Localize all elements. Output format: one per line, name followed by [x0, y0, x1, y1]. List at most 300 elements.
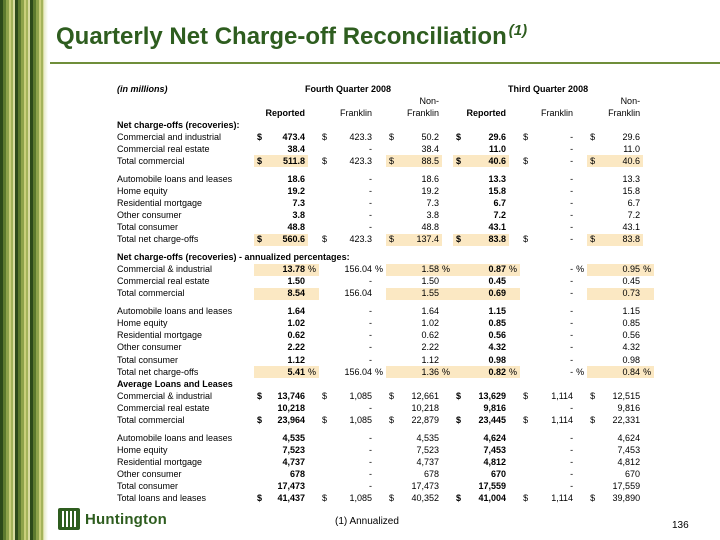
cell-value: -	[570, 318, 574, 329]
col-header-non-franklin: Franklin	[608, 107, 641, 118]
cell-currency-sign	[587, 197, 601, 209]
cell-value: -	[570, 366, 574, 377]
cell-currency-sign	[386, 468, 400, 480]
cell-currency-sign	[587, 222, 601, 234]
cell-value: -	[369, 402, 373, 413]
cell-currency-sign	[520, 468, 534, 480]
cell-value: 7.2	[493, 209, 507, 220]
row-label: Total consumer	[117, 354, 179, 365]
cell-currency-sign	[386, 432, 400, 444]
col-header-non-franklin: Franklin	[407, 107, 440, 118]
cell-currency-sign	[254, 173, 268, 185]
row-label: Commercial and industrial	[117, 131, 222, 142]
cell-currency-sign	[587, 468, 601, 480]
cell-percent-sign: %	[308, 366, 319, 378]
table-row	[114, 480, 654, 492]
cell-value: 670	[491, 468, 507, 479]
cell-currency-sign: $	[257, 414, 263, 425]
cell-value: 423.3	[349, 234, 373, 245]
cell-currency-sign	[319, 456, 333, 468]
cell-currency-sign: $	[523, 414, 529, 425]
cell-value: 29.6	[622, 131, 641, 142]
cell-currency-sign: $	[254, 155, 268, 167]
cell-value: 0.73	[587, 288, 643, 300]
cell-currency-sign: $	[453, 155, 467, 167]
cell-value: 4,812	[483, 456, 507, 467]
cell-value: -	[570, 155, 574, 166]
cell-value: -	[570, 432, 574, 443]
cell-percent-sign	[509, 288, 520, 300]
cell-currency-sign	[520, 402, 534, 414]
page-number: 136	[672, 520, 689, 531]
cell-percent-sign	[442, 288, 453, 300]
cell-currency-sign	[254, 444, 268, 456]
cell-currency-sign	[319, 222, 333, 234]
cell-currency-sign	[453, 480, 467, 492]
cell-value: 0.62	[287, 330, 305, 341]
cell-value: 7,523	[282, 444, 305, 455]
cell-currency-sign: $	[389, 390, 395, 401]
table-row	[114, 493, 654, 505]
cell-percent-sign	[442, 306, 453, 318]
cell-currency-sign	[520, 143, 534, 155]
cell-currency-sign: $	[389, 493, 395, 504]
cell-value: 1.50	[287, 276, 305, 287]
cell-value: 10,218	[411, 402, 440, 413]
cell-value: 423.3	[349, 155, 373, 166]
table-row	[114, 276, 654, 288]
cell-currency-sign	[386, 197, 400, 209]
col-header-top	[453, 95, 509, 107]
cell-value: -	[570, 222, 574, 233]
cell-percent-sign: %	[576, 264, 585, 275]
cell-percent-sign	[643, 276, 654, 288]
cell-value: 17,559	[612, 480, 641, 491]
cell-percent-sign	[442, 276, 453, 288]
cell-value: 17,473	[277, 480, 305, 491]
cell-percent-sign	[442, 342, 453, 354]
cell-value: -	[570, 354, 574, 365]
cell-currency-sign	[453, 444, 467, 456]
cell-value: 0.85	[488, 318, 507, 329]
cell-value: 17,473	[411, 480, 440, 491]
cell-percent-sign	[643, 318, 654, 330]
cell-value: 13.78	[254, 264, 308, 276]
cell-value: 7.2	[627, 209, 641, 220]
cell-currency-sign: $	[322, 234, 328, 245]
cell-value: 4.32	[622, 342, 641, 353]
cell-currency-sign	[453, 143, 467, 155]
cell-currency-sign: $	[453, 234, 467, 246]
row-label: Commercial & industrial	[117, 264, 213, 275]
cell-value: 11.0	[489, 143, 507, 154]
row-label: Total net charge-offs	[117, 234, 199, 245]
cell-currency-sign: $	[590, 493, 596, 504]
cell-value: 40.6	[601, 155, 643, 167]
cell-value: 511.8	[268, 155, 308, 167]
cell-value: -	[369, 468, 373, 479]
cell-value: 473.4	[282, 131, 305, 142]
cell-percent-sign: %	[442, 264, 453, 276]
cell-value: 9,816	[483, 402, 507, 413]
cell-value: -	[369, 444, 373, 455]
cell-currency-sign	[453, 185, 467, 197]
cell-value: 50.2	[421, 131, 440, 142]
cell-percent-sign	[509, 354, 520, 366]
cell-currency-sign	[453, 222, 467, 234]
col-header-reported: Reported	[466, 107, 507, 118]
cell-currency-sign	[319, 197, 333, 209]
cell-currency-sign	[319, 480, 333, 492]
cell-value: 5.41	[254, 366, 308, 378]
cell-value: 0.45	[488, 276, 507, 287]
row-label: Automobile loans and leases	[117, 173, 233, 184]
cell-currency-sign: $	[456, 131, 462, 142]
cell-percent-sign	[576, 342, 587, 354]
cell-value: 0.87	[453, 264, 509, 276]
cell-value: -	[369, 354, 373, 365]
table-row	[114, 173, 654, 185]
cell-value: 1,085	[349, 493, 373, 504]
cell-value: 156.04	[344, 288, 373, 299]
cell-value: 17,559	[478, 480, 507, 491]
cell-value: 1.50	[421, 276, 440, 287]
group-header-q4: Fourth Quarter 2008	[305, 83, 392, 94]
col-header-franklin: Franklin	[541, 107, 574, 118]
table-row	[114, 318, 654, 330]
cell-percent-sign	[576, 288, 587, 300]
cell-currency-sign	[520, 456, 534, 468]
row-label: Total loans and leases	[117, 493, 207, 504]
cell-value: -	[570, 234, 574, 245]
cell-value: -	[369, 185, 373, 196]
table-row	[114, 330, 654, 342]
cell-percent-sign: %	[643, 366, 654, 378]
cell-value: -	[570, 131, 574, 142]
cell-percent-sign	[576, 330, 587, 342]
cell-currency-sign: $	[523, 390, 529, 401]
row-label: Residential mortgage	[117, 456, 203, 467]
cell-value: 156.04	[344, 264, 373, 275]
cell-value: 1,114	[551, 414, 574, 425]
row-label: Commercial real estate	[117, 276, 210, 287]
row-label: Total net charge-offs	[117, 366, 199, 377]
table-header-top-row	[114, 95, 654, 107]
cell-percent-sign	[308, 288, 319, 300]
cell-currency-sign: $	[590, 131, 596, 142]
cell-value: 0.95	[587, 264, 643, 276]
cell-value: -	[369, 209, 373, 220]
col-header-top	[319, 95, 375, 107]
cell-value: 38.4	[421, 143, 440, 154]
cell-value: 10,218	[277, 402, 305, 413]
cell-value: 1.02	[287, 318, 305, 329]
cell-percent-sign	[509, 306, 520, 318]
cell-value: 13.3	[488, 173, 507, 184]
cell-value: 678	[289, 468, 305, 479]
cell-percent-sign	[442, 318, 453, 330]
cell-percent-sign	[576, 318, 587, 330]
cell-value: 11.0	[623, 143, 641, 154]
cell-value: -	[369, 330, 373, 341]
row-label: Commercial & industrial	[117, 390, 213, 401]
cell-currency-sign: $	[322, 131, 328, 142]
cell-value: 43.1	[488, 222, 507, 233]
cell-value: 1.55	[386, 288, 442, 300]
cell-value: 137.4	[400, 234, 442, 246]
cell-value: -	[369, 306, 373, 317]
cell-value: 4.32	[488, 342, 507, 353]
huntington-logo-mark-icon	[58, 508, 80, 530]
cell-currency-sign	[254, 209, 268, 221]
table-row	[114, 155, 654, 167]
cell-value: 1.15	[622, 306, 641, 317]
cell-value: 2.22	[287, 342, 305, 353]
cell-value: 3.8	[292, 209, 305, 220]
table-row	[114, 143, 654, 155]
cell-value: 41,437	[277, 493, 305, 504]
table-row	[114, 209, 654, 221]
cell-value: 0.98	[622, 354, 641, 365]
cell-currency-sign: $	[456, 390, 462, 401]
cell-value: -	[570, 480, 574, 491]
cell-currency-sign	[319, 468, 333, 480]
col-header-top: Non-	[419, 95, 440, 106]
col-header-reported: Reported	[265, 107, 305, 118]
cell-value: 8.54	[254, 288, 308, 300]
table-row	[114, 456, 654, 468]
cell-value: 1,114	[551, 390, 574, 401]
row-label: Other consumer	[117, 468, 182, 479]
cell-percent-sign	[509, 330, 520, 342]
table-row	[114, 197, 654, 209]
cell-currency-sign	[319, 402, 333, 414]
cell-value: 1.12	[287, 354, 305, 365]
cell-value: 560.6	[268, 234, 308, 246]
cell-currency-sign: $	[254, 234, 268, 246]
cell-value: -	[369, 197, 373, 208]
cell-value: 48.8	[287, 222, 305, 233]
group-header-q3: Third Quarter 2008	[508, 83, 589, 94]
table-header-group-row	[114, 83, 654, 95]
cell-value: 4,812	[617, 456, 641, 467]
cell-percent-sign	[576, 306, 587, 318]
cell-percent-sign	[576, 354, 587, 366]
table-row	[114, 366, 654, 378]
cell-value: 6.7	[627, 197, 641, 208]
cell-value: 38.4	[287, 143, 305, 154]
cell-value: 13,746	[277, 390, 305, 401]
cell-value: -	[570, 468, 574, 479]
cell-value: 670	[625, 468, 641, 479]
cell-percent-sign: %	[509, 264, 520, 276]
cell-currency-sign: $	[322, 414, 328, 425]
cell-value: -	[570, 342, 574, 353]
cell-value: 48.8	[421, 222, 440, 233]
cell-currency-sign	[254, 468, 268, 480]
cell-value: 22,879	[411, 414, 440, 425]
cell-value: 13.3	[622, 173, 641, 184]
cell-currency-sign	[520, 209, 534, 221]
cell-value: -	[369, 143, 373, 154]
table-row	[114, 306, 654, 318]
cell-value: 7.3	[426, 197, 440, 208]
cell-percent-sign	[643, 330, 654, 342]
cell-currency-sign	[520, 432, 534, 444]
section-label: Net charge-offs (recoveries):	[117, 119, 240, 130]
cell-currency-sign	[386, 402, 400, 414]
cell-percent-sign	[375, 288, 386, 300]
cell-currency-sign	[386, 222, 400, 234]
cell-value: -	[369, 342, 373, 353]
title-rule	[50, 62, 720, 64]
cell-value: 4,737	[416, 456, 440, 467]
cell-currency-sign	[319, 444, 333, 456]
cell-currency-sign	[587, 143, 601, 155]
cell-percent-sign	[442, 354, 453, 366]
cell-percent-sign	[576, 276, 587, 288]
cell-currency-sign	[386, 143, 400, 155]
cell-currency-sign	[587, 185, 601, 197]
cell-value: 40,352	[411, 493, 440, 504]
table-row	[114, 402, 654, 414]
cell-value: 4,624	[617, 432, 641, 443]
cell-currency-sign: $	[322, 155, 328, 166]
col-header-top: Non-	[620, 95, 641, 106]
cell-percent-sign: %	[643, 264, 654, 276]
huntington-logo-text: Huntington	[85, 510, 167, 528]
cell-currency-sign	[453, 468, 467, 480]
cell-currency-sign: $	[389, 414, 395, 425]
cell-currency-sign	[254, 456, 268, 468]
table-row	[114, 119, 654, 131]
cell-value: 1.15	[488, 306, 507, 317]
cell-currency-sign: $	[322, 493, 328, 504]
cell-percent-sign: %	[576, 366, 585, 377]
cell-value: -	[570, 402, 574, 413]
row-label: Home equity	[117, 318, 168, 329]
cell-percent-sign	[375, 318, 386, 330]
cell-currency-sign	[254, 143, 268, 155]
cell-value: -	[369, 480, 373, 491]
cell-currency-sign: $	[389, 131, 395, 142]
cell-value: -	[369, 456, 373, 467]
cell-value: -	[570, 185, 574, 196]
row-label: Total consumer	[117, 222, 179, 233]
cell-currency-sign	[520, 185, 534, 197]
cell-currency-sign: $	[523, 493, 529, 504]
cell-value: 1,114	[551, 493, 574, 504]
cell-percent-sign	[375, 330, 386, 342]
cell-value: 7,453	[483, 444, 507, 455]
cell-value: -	[369, 432, 373, 443]
cell-currency-sign: $	[257, 390, 263, 401]
cell-currency-sign	[453, 432, 467, 444]
cell-value: 0.69	[453, 288, 509, 300]
row-label: Commercial real estate	[117, 402, 210, 413]
cell-value: 678	[424, 468, 440, 479]
cell-currency-sign	[254, 432, 268, 444]
cell-value: -	[570, 306, 574, 317]
cell-currency-sign	[386, 480, 400, 492]
cell-percent-sign	[308, 276, 319, 288]
cell-currency-sign: $	[456, 414, 462, 425]
cell-value: 19.2	[287, 185, 305, 196]
cell-currency-sign	[453, 209, 467, 221]
table-header-row	[114, 107, 654, 119]
cell-value: 4,535	[282, 432, 305, 443]
cell-value: -	[570, 276, 574, 287]
cell-percent-sign	[509, 318, 520, 330]
col-header-top	[520, 95, 576, 107]
cell-value: -	[369, 173, 373, 184]
cell-value: 1.64	[287, 306, 305, 317]
cell-value: 0.56	[622, 330, 641, 341]
page-title-text: Quarterly Net Charge-off Reconciliation	[56, 23, 507, 50]
table-row	[114, 252, 654, 264]
cell-currency-sign	[386, 185, 400, 197]
cell-value: 15.8	[488, 185, 507, 196]
cell-percent-sign	[308, 330, 319, 342]
cell-currency-sign	[587, 402, 601, 414]
cell-percent-sign	[308, 306, 319, 318]
cell-currency-sign: $	[523, 131, 529, 142]
cell-value: 3.8	[426, 209, 440, 220]
cell-value: -	[570, 173, 574, 184]
cell-percent-sign	[308, 342, 319, 354]
cell-percent-sign	[375, 354, 386, 366]
cell-value: 1,085	[349, 390, 373, 401]
cell-value: 0.82	[453, 366, 509, 378]
row-label: Total consumer	[117, 480, 179, 491]
cell-currency-sign	[520, 173, 534, 185]
cell-value: -	[369, 318, 373, 329]
cell-percent-sign: %	[442, 366, 453, 378]
cell-currency-sign: $	[590, 390, 596, 401]
page-title	[56, 22, 527, 51]
cell-value: 7,523	[416, 444, 440, 455]
cell-currency-sign	[386, 444, 400, 456]
table-row	[114, 131, 654, 143]
cell-currency-sign	[319, 209, 333, 221]
row-label: Other consumer	[117, 342, 182, 353]
row-label: Automobile loans and leases	[117, 432, 233, 443]
cell-percent-sign	[509, 342, 520, 354]
cell-currency-sign: $	[590, 414, 596, 425]
table-row	[114, 185, 654, 197]
cell-currency-sign	[520, 444, 534, 456]
cell-value: 22,331	[612, 414, 641, 425]
cell-currency-sign	[587, 444, 601, 456]
cell-currency-sign	[319, 185, 333, 197]
cell-currency-sign: $	[322, 390, 328, 401]
cell-percent-sign	[375, 306, 386, 318]
table-row	[114, 222, 654, 234]
cell-currency-sign	[453, 456, 467, 468]
table-row	[114, 390, 654, 402]
cell-value: 0.85	[622, 318, 641, 329]
table-row	[114, 234, 654, 246]
cell-percent-sign: %	[375, 264, 384, 275]
cell-currency-sign	[254, 480, 268, 492]
cell-value: 0.84	[587, 366, 643, 378]
cell-value: 1.02	[421, 318, 440, 329]
reconciliation-table	[114, 83, 654, 505]
units-label: (in millions)	[117, 83, 168, 94]
cell-currency-sign: $	[386, 234, 400, 246]
section-label: Average Loans and Leases	[117, 378, 233, 389]
cell-currency-sign: $	[523, 234, 529, 245]
